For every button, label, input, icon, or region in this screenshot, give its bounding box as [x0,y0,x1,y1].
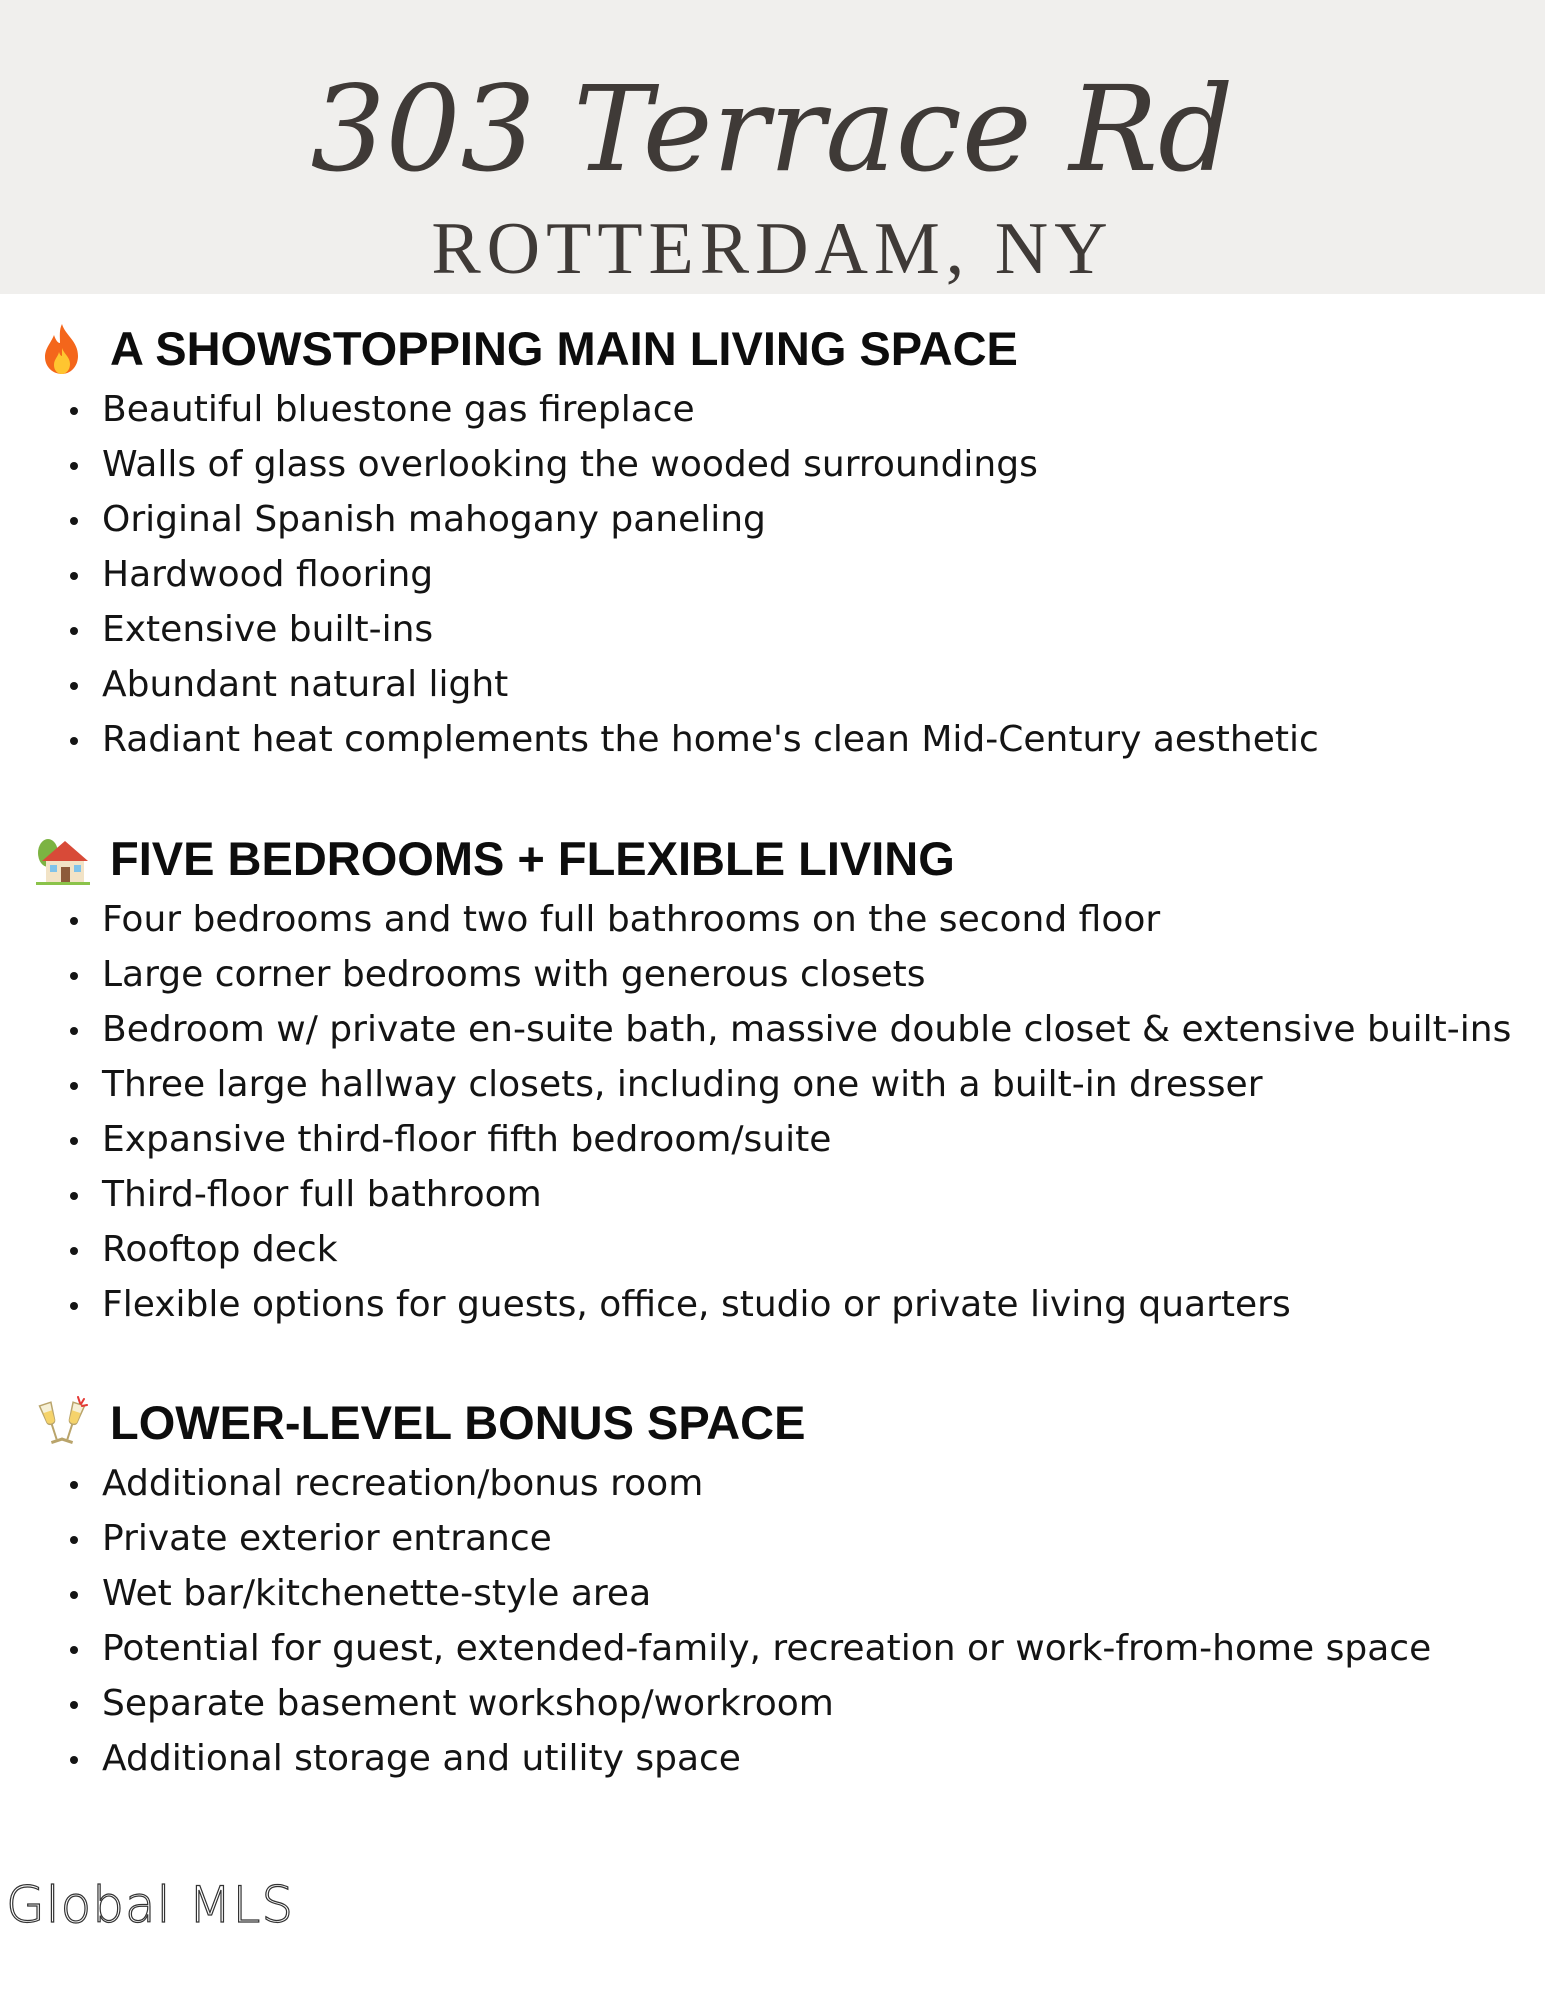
list-item: Hardwood flooring [0,547,1545,602]
champagne-glasses-icon [34,1395,90,1451]
list-item: Expansive third-floor fifth bedroom/suite [0,1112,1545,1167]
feature-list [0,382,1545,767]
list-item: Additional storage and utility space [0,1731,1545,1786]
section-lower-level [0,1390,1545,1786]
list-item: Wet bar/kitchenette-style area [0,1566,1545,1621]
svg-text:303 Terrace Rd: 303 Terrace Rd [310,60,1234,198]
script-title [0,30,1545,230]
section-title: FIVE BEDROOMS + FLEXIBLE LIVING [110,832,955,885]
section-main-living [0,316,1545,767]
list-item: Radiant heat complements the home's clean Mid-Century aesthetic [0,712,1545,767]
section-bedrooms [0,826,1545,1332]
list-item: Separate basement workshop/workroom [0,1676,1545,1731]
list-item: Rooftop deck [0,1222,1545,1277]
location-subtitle: ROTTERDAM, NY [431,208,1114,290]
feature-list [0,1456,1545,1786]
global-mls-logo: Global MLS [6,1876,295,1934]
list-item: Third-floor full bathroom [0,1167,1545,1222]
section-heading [0,316,1545,382]
list-item: Walls of glass overlooking the wooded surroundings [0,437,1545,492]
list-item: Beautiful bluestone gas fireplace [0,382,1545,437]
section-title: A SHOWSTOPPING MAIN LIVING SPACE [110,322,1018,375]
list-item: Large corner bedrooms with generous closets [0,947,1545,1002]
section-heading [0,826,1545,892]
list-item: Private exterior entrance [0,1511,1545,1566]
feature-list [0,892,1545,1332]
list-item: Potential for guest, extended-family, recreation or work-from-home space [0,1621,1545,1676]
list-item: Four bedrooms and two full bathrooms on the second floor [0,892,1545,947]
list-item: Bedroom w/ private en-suite bath, massive double closet & extensive built-ins [0,1002,1545,1057]
house-icon [34,831,90,887]
list-item: Three large hallway closets, including one with a built-in dresser [0,1057,1545,1112]
header-banner [0,0,1545,294]
list-item: Abundant natural light [0,657,1545,712]
list-item: Flexible options for guests, office, studio or private living quarters [0,1277,1545,1332]
section-title: LOWER-LEVEL BONUS SPACE [110,1396,806,1449]
list-item: Extensive built-ins [0,602,1545,657]
fire-icon [34,321,90,377]
list-item: Additional recreation/bonus room [0,1456,1545,1511]
section-heading [0,1390,1545,1456]
list-item: Original Spanish mahogany paneling [0,492,1545,547]
